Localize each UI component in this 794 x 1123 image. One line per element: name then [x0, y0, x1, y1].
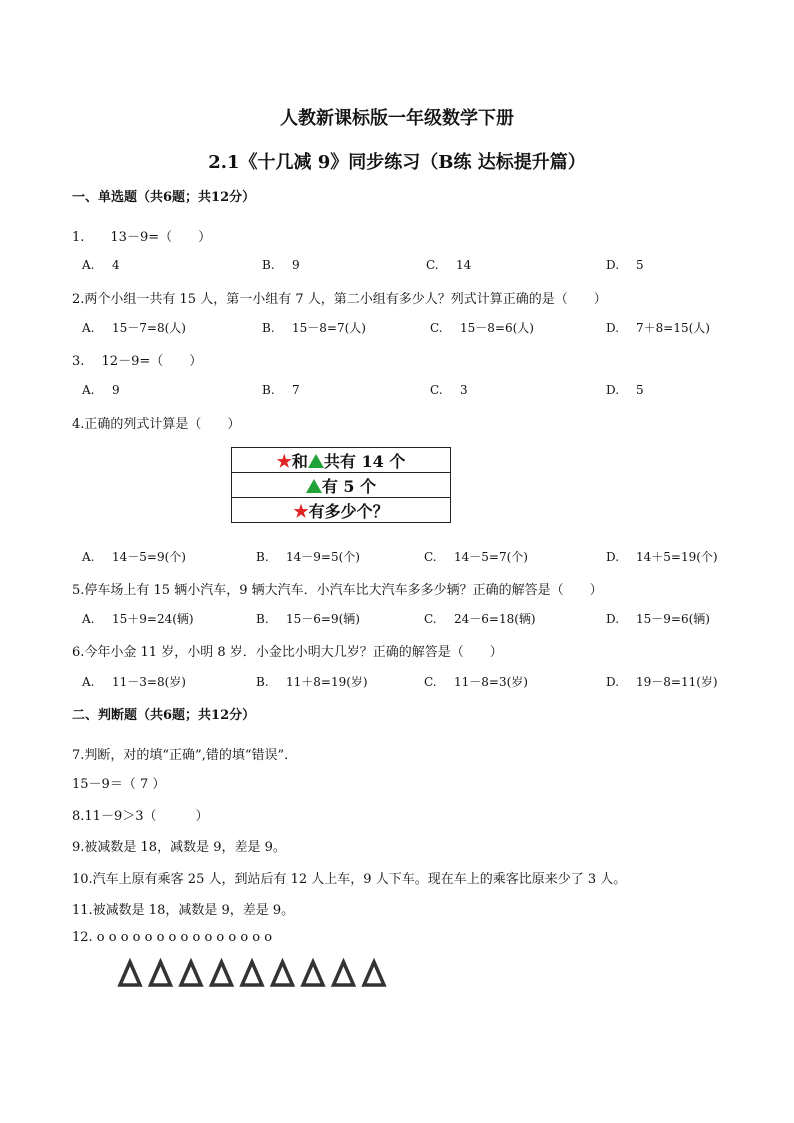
- triangle-row-figure: [116, 958, 396, 988]
- q4-box-row-1: ★和 共有 14 个: [232, 448, 451, 473]
- question-8: 8.11－9＞3（ ）: [72, 809, 209, 824]
- document-title: 人教新课标版一年级数学下册: [280, 108, 514, 129]
- q12-triangles: [116, 958, 396, 988]
- q6-option-a[interactable]: A. 11－3=8(岁): [82, 675, 186, 689]
- document-subtitle: 2.1《十几减 9》同步练习（B练 达标提升篇）: [208, 152, 586, 173]
- green-triangle-icon: [308, 454, 324, 468]
- q6-option-b[interactable]: B. 11＋8=19(岁): [256, 675, 368, 689]
- question-2: 2.两个小组一共有 15 人，第一小组有 7 人，第二小组有多少人？列式计算正确的是（ ）: [72, 292, 607, 307]
- q3-option-c[interactable]: C. 3: [430, 383, 468, 397]
- question-10: 10.汽车上原有乘客 25 人，到站后有 12 人上车，9 人下车。现在车上的乘客比原来少了 3 人。: [72, 872, 627, 887]
- triangle-icon: [303, 962, 323, 985]
- q6-option-d[interactable]: D. 19－8=11(岁): [606, 675, 718, 689]
- q4-option-a[interactable]: A. 14－5=9(个): [82, 550, 186, 564]
- q4-option-c[interactable]: C. 14－5=7(个): [424, 550, 528, 564]
- q3-option-d[interactable]: D. 5: [606, 383, 644, 397]
- q1-option-b[interactable]: B. 9: [262, 258, 300, 272]
- question-4: 4.正确的列式计算是（ ）: [72, 417, 241, 432]
- q2-option-d[interactable]: D. 7＋8=15(人): [606, 321, 710, 335]
- triangle-icon: [151, 962, 171, 985]
- q1-option-c[interactable]: C. 14: [426, 258, 472, 272]
- q5-option-a[interactable]: A. 15＋9=24(辆): [82, 612, 194, 626]
- q4-option-b[interactable]: B. 14－9=5(个): [256, 550, 360, 564]
- green-triangle-icon: [306, 479, 322, 493]
- question-1: 1. 13－9=（ ）: [72, 230, 212, 245]
- q3-option-b[interactable]: B. 7: [262, 383, 300, 397]
- q4-box-row-3: ★有多少个？: [232, 498, 451, 523]
- question-9: 9.被减数是 18，减数是 9，差是 9。: [72, 840, 286, 855]
- section-single-choice-title: 一、单选题（共6题；共12分）: [72, 190, 256, 205]
- question-7-expression: 15－9＝（ 7 ）: [72, 777, 166, 792]
- q5-option-c[interactable]: C. 24－6=18(辆): [424, 612, 536, 626]
- q4-option-d[interactable]: D. 14＋5=19(个): [606, 550, 718, 564]
- q2-option-c[interactable]: C. 15－8=6(人): [430, 321, 534, 335]
- red-star-icon: ★: [293, 501, 309, 522]
- red-star-icon: ★: [276, 451, 292, 472]
- question-7: 7.判断，对的填“正确”,错的填“错误”．: [72, 748, 298, 763]
- triangle-icon: [212, 962, 232, 985]
- q4-box-row-2: 有 5 个: [232, 473, 451, 498]
- q1-option-d[interactable]: D. 5: [606, 258, 644, 272]
- q3-option-a[interactable]: A. 9: [82, 383, 120, 397]
- q6-option-c[interactable]: C. 11－8=3(岁): [424, 675, 528, 689]
- triangle-icon: [273, 962, 293, 985]
- q5-option-d[interactable]: D. 15－9=6(辆): [606, 612, 710, 626]
- triangle-icon: [181, 962, 201, 985]
- q1-option-a[interactable]: A. 4: [82, 258, 120, 272]
- question-11: 11.被减数是 18，减数是 9，差是 9。: [72, 903, 295, 918]
- question-5: 5.停车场上有 15 辆小汽车，9 辆大汽车．小汽车比大汽车多多少辆？正确的解答是（ ）: [72, 583, 603, 598]
- q5-option-b[interactable]: B. 15－6=9(辆): [256, 612, 360, 626]
- section-true-false-title: 二、判断题（共6题；共12分）: [72, 708, 256, 723]
- triangle-icon: [120, 962, 140, 985]
- q2-option-a[interactable]: A. 15－7=8(人): [82, 321, 186, 335]
- question-12: 12. o o o o o o o o o o o o o o o: [72, 930, 273, 945]
- question-3: 3. 12－9=（ ）: [72, 354, 203, 369]
- triangle-icon: [334, 962, 354, 985]
- q4-info-box: [231, 447, 451, 523]
- question-6: 6.今年小金 11 岁，小明 8 岁．小金比小明大几岁？正确的解答是（ ）: [72, 645, 503, 660]
- q2-option-b[interactable]: B. 15－8=7(人): [262, 321, 366, 335]
- triangle-icon: [242, 962, 262, 985]
- triangle-icon: [364, 962, 384, 985]
